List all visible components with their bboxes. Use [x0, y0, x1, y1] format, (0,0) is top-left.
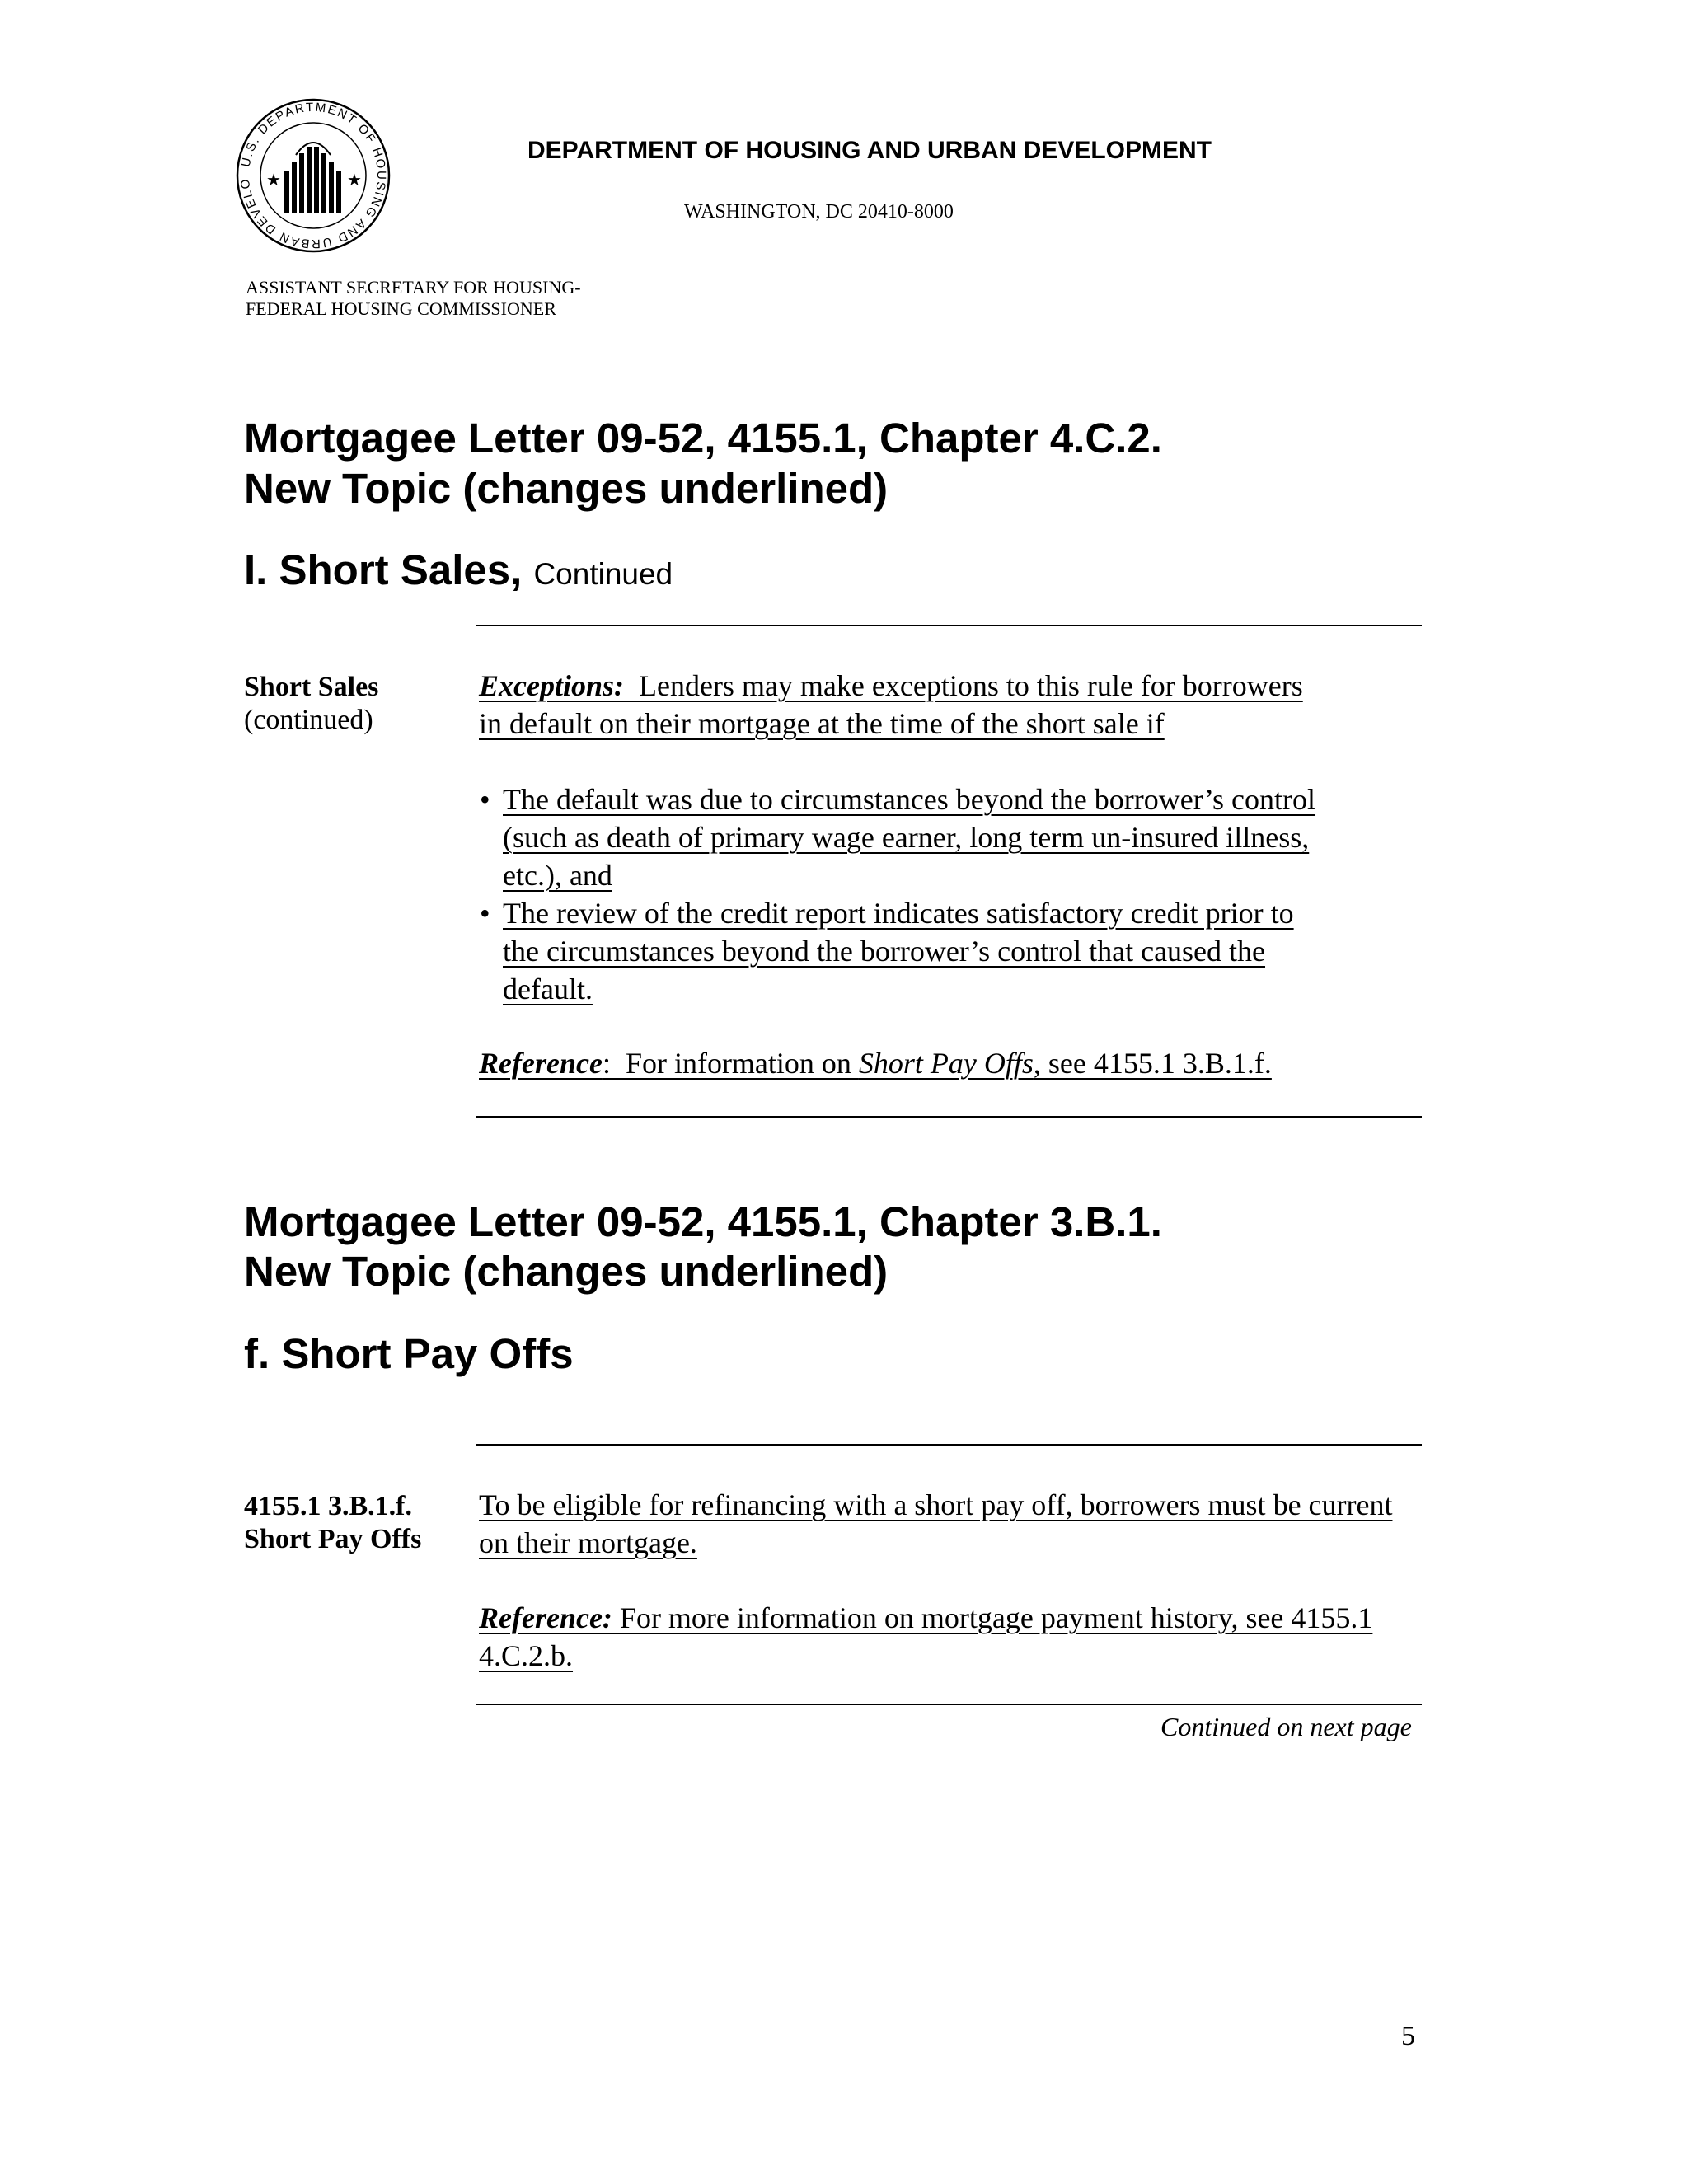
exceptions-line-2: in default on their mortgage at the time of the short sale if [479, 707, 1165, 740]
exceptions-label: Exceptions: [479, 669, 624, 702]
continued-on-next-page: Continued on next page [1160, 1712, 1412, 1741]
office-title-line-1: ASSISTANT SECRETARY FOR HOUSING- [246, 277, 581, 298]
section-2-bottom-rule [476, 1704, 1422, 1705]
section-1-title-line-2: New Topic (changes underlined) [244, 465, 889, 512]
short-pay-offs-line-1: To be eligible for refinancing with a short pay off, borrowers must be current [479, 1488, 1393, 1521]
svg-text:★: ★ [266, 170, 281, 190]
department-name: DEPARTMENT OF HOUSING AND URBAN DEVELOPMENT [528, 137, 1212, 164]
reference-text-pre: : For information on [602, 1047, 859, 1080]
svg-text:★: ★ [347, 170, 362, 190]
section-1-side-label: Short Sales [244, 672, 379, 702]
hud-seal-logo [235, 97, 392, 254]
section-2-reference-line-1: For more information on mortgage payment history, see 4155.1 [612, 1601, 1373, 1634]
section-1-subtitle-continued: Continued [533, 557, 673, 591]
reference-label: Reference: [479, 1601, 612, 1634]
reference-text-post: , see 4155.1 3.B.1.f. [1033, 1047, 1272, 1080]
section-1-side-label-sub: (continued) [244, 705, 373, 735]
short-pay-offs-line-2: on their mortgage. [479, 1526, 697, 1559]
exceptions-bullet-list [480, 780, 1316, 1008]
bullet-2-line-1: The review of the credit report indicates satisfactory credit prior to [503, 897, 1294, 930]
page-number: 5 [1401, 2021, 1415, 2051]
section-2-title-line-1: Mortgagee Letter 09-52, 4155.1, Chapter 3.B.1. [244, 1198, 1162, 1245]
bullet-1-line-2: (such as death of primary wage earner, long term un-insured illness, [503, 821, 1310, 854]
reference-label: Reference [479, 1047, 603, 1080]
section-2-top-rule [476, 1444, 1422, 1446]
bullet-1-line-3: etc.), and [503, 859, 612, 892]
bullet-dot-icon: • [480, 783, 490, 816]
section-2-side-label-sub: Short Pay Offs [244, 1524, 422, 1554]
exceptions-paragraph [479, 667, 1303, 743]
section-2-reference-line-2: 4.C.2.b. [479, 1639, 574, 1672]
section-2-subtitle: f. Short Pay Offs [244, 1330, 574, 1377]
hud-seal-icon [235, 97, 392, 254]
section-2-side-label: 4155.1 3.B.1.f. [244, 1491, 412, 1521]
bullet-1-line-1: The default was due to circumstances beyond the borrower’s control [503, 783, 1316, 816]
seal-text: U.S. DEPARTMENT OF HOUSING AND URBAN DEVELO [237, 100, 389, 251]
section-1-subtitle-main: I. Short Sales, [244, 546, 523, 593]
section-1-bottom-rule [476, 1116, 1422, 1118]
bullet-2-line-2: the circumstances beyond the borrower’s control that caused the [503, 935, 1266, 968]
section-2-title-line-2: New Topic (changes underlined) [244, 1248, 889, 1295]
section-1-title-line-1: Mortgagee Letter 09-52, 4155.1, Chapter 4.C.2. [244, 415, 1162, 462]
department-address: WASHINGTON, DC 20410-8000 [684, 201, 954, 223]
bullet-2-line-3: default. [503, 972, 593, 1005]
section-2-reference [479, 1599, 1372, 1675]
bullet-item-2 [480, 894, 1315, 1008]
section-1-subtitle [244, 546, 673, 593]
short-pay-offs-paragraph [479, 1486, 1392, 1562]
bullet-item-1 [480, 780, 1316, 894]
reference-link-short-pay-offs: Short Pay Offs [858, 1047, 1034, 1080]
section-1-top-rule [476, 625, 1422, 626]
bullet-dot-icon: • [480, 897, 490, 930]
exceptions-line-1: Lenders may make exceptions to this rule for borrowers [624, 669, 1303, 702]
section-1-reference [479, 1044, 1272, 1082]
office-title-line-2: FEDERAL HOUSING COMMISSIONER [246, 298, 556, 319]
